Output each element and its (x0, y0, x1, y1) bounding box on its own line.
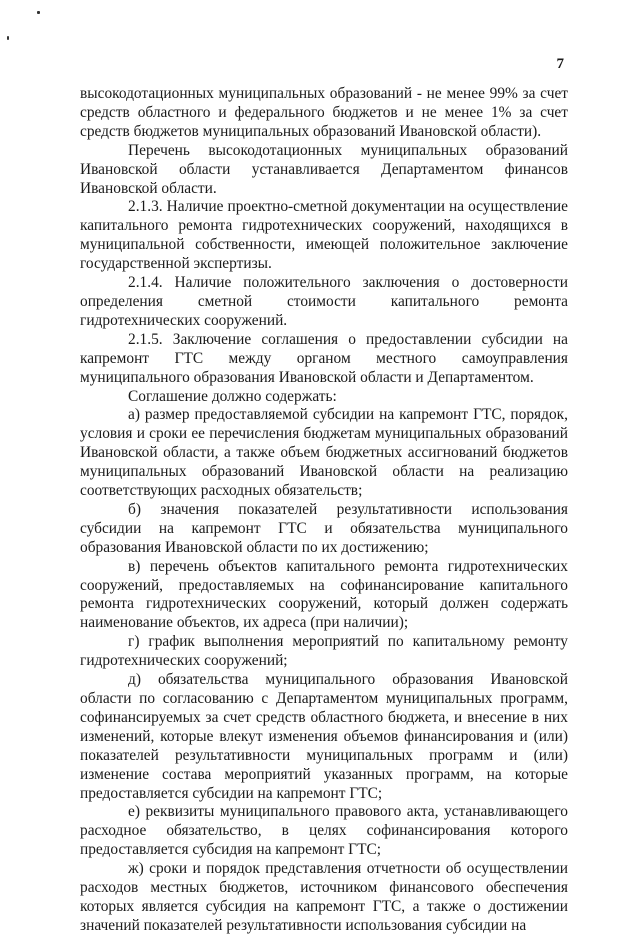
paragraph-list-definition: Перечень высокодотационных муниципальных образований Ивановской области устанавливается Департаментом финансов Ивановской области. (80, 141, 568, 197)
list-item-e: е) реквизиты муниципального правового акта, устанавливающего расходное обязательство, в целях софинансирования которого предоставляется субсидия на капремонт ГТС; (80, 803, 568, 859)
paragraph-2-1-5: 2.1.5. Заключение соглашения о предоставлении субсидии на капремонт ГТС между органом местного самоуправления муниципального образования Ивановской области и Департаментом. (80, 330, 568, 386)
list-item-b: б) значения показателей результативности использования субсидии на капремонт ГТС и обязательства муниципального образования Ивановской области по их достижению; (80, 500, 568, 556)
scan-speck (7, 36, 9, 40)
list-item-g: г) график выполнения мероприятий по капитальному ремонту гидротехнических сооружений; (80, 633, 568, 670)
document-body (80, 85, 568, 936)
scan-speck (37, 11, 40, 14)
list-item-v: в) перечень объектов капитального ремонта гидротехнических сооружений, предоставляемых на софинансирование капитального ремонта гидротехнических сооружений, который должен содержать наименование объектов, их адреса (при наличии); (80, 557, 568, 632)
list-item-a: а) размер предоставляемой субсидии на капремонт ГТС, порядок, условия и сроки ее перечисления бюджетам муниципальных образований Ивановской области, а также объем бюджетных ассигнований бюджетов муниципальных образований Ивановской области на реализацию соответствующих расходных обязательств; (80, 406, 568, 500)
list-item-zh: ж) сроки и порядок представления отчетности об осуществлении расходов местных бюджетов, источником финансового обеспечения которых является субсидия на капремонт ГТС, а также о достижении значений показателей результативности использования субсидии на (80, 860, 568, 934)
paragraph-agreement-intro: Соглашение должно содержать: (128, 387, 337, 405)
paragraph-2-1-3: 2.1.3. Наличие проектно-сметной документации на осуществление капитального ремонта гидротехнических сооружений, находящихся в муниципальной собственности, имеющей положительное заключение государственной экспертизы. (80, 198, 568, 273)
paragraph-2-1-4: 2.1.4. Наличие положительного заключения о достоверности определения сметной стоимости капитального ремонта гидротехнических сооружений. (80, 274, 568, 329)
list-item-d: д) обязательства муниципального образования Ивановской области по согласованию с Департаментом муниципальных программ, софинансируемых за счет средств областного бюджета, и внесение в них изменений, которые влекут изменения объемов финансирования и (или) показателей результативности муниципальных программ и (или) изменение состава мероприятий указанных программ, на которые предоставляется субсидии на капремонт ГТС; (80, 671, 568, 802)
paragraph-continuation: высокодотационных муниципальных образований - не менее 99% за счет средств областного и федерального бюджетов и не менее 1% за счет средств бюджетов муниципальных образований Ивановской области). (80, 85, 568, 140)
page-number: 7 (556, 56, 564, 72)
